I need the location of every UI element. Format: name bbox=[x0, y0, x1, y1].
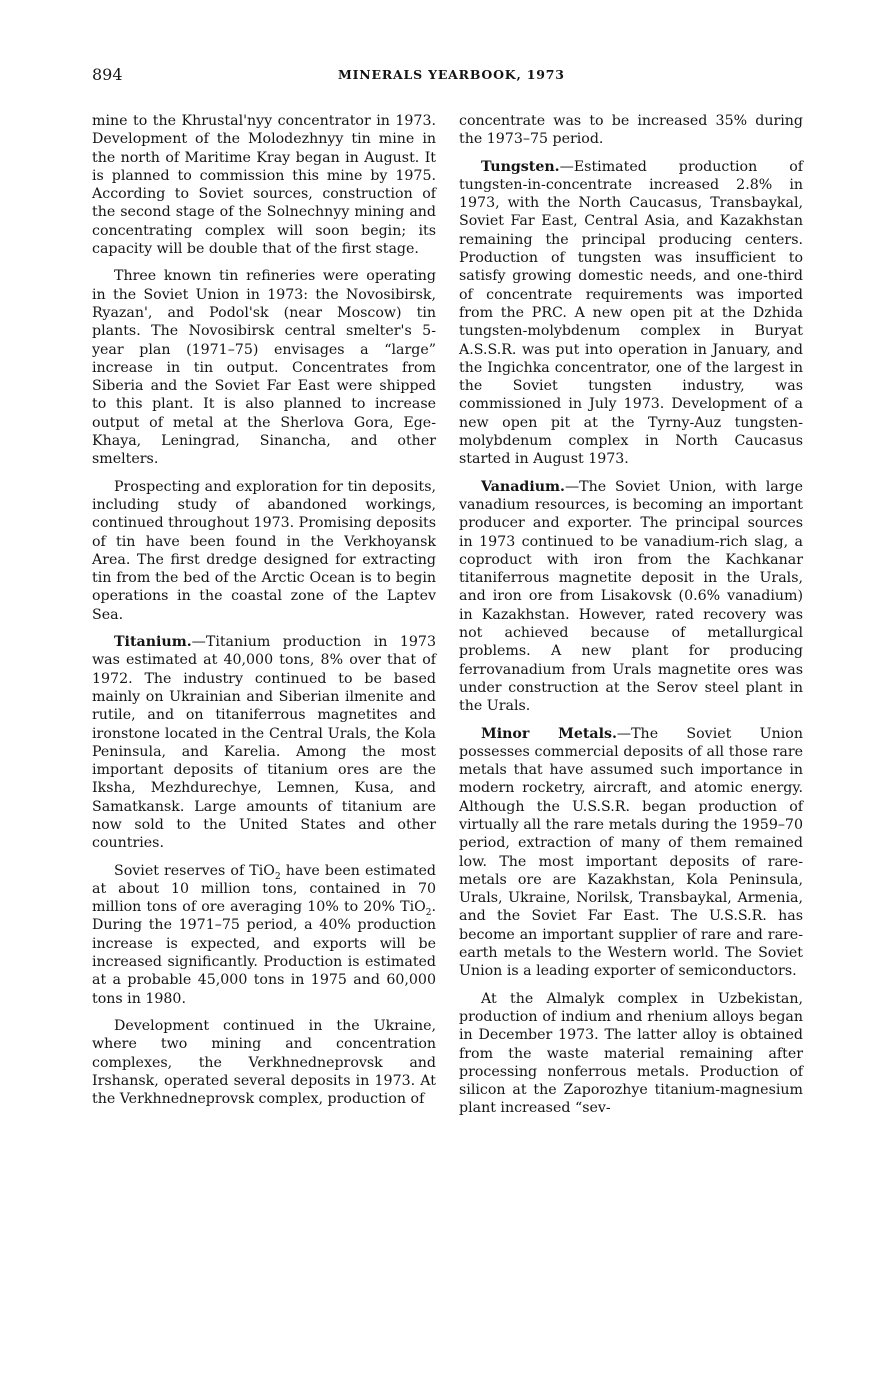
paragraph-khrustalnyy: mine to the Khrustal'nyy concentrator in 1973. Development of the Molodezhnyy tin mine in the north of Maritime Kray began in August. It is planned to commission this mine by 1975. According to Soviet sources, construction of the second stage of the Solnechnyy mining and concentrating complex will soon begin; its capacity will be double that of the first stage. bbox=[92, 113, 436, 258]
page-number: 894 bbox=[92, 65, 123, 84]
titanium-heading: Titanium. bbox=[114, 634, 192, 651]
tungsten-heading: Tungsten. bbox=[481, 158, 560, 175]
paragraph-ukraine-development: Development continued in the Ukraine, where two mining and concentration complexes, the Verkhnedneprovsk and Irshansk, operated several deposits in 1973. At the Verkhnedneprovsk complex, production of bbox=[92, 1017, 436, 1108]
paragraph-concentrate: concentrate was to be increased 35% during the 1973–75 period. bbox=[459, 113, 803, 148]
tio2-subscript-a: 2 bbox=[274, 871, 281, 882]
vanadium-heading: Vanadium. bbox=[481, 478, 565, 495]
paragraph-titanium bbox=[92, 633, 436, 853]
paragraph-minor-metals bbox=[459, 725, 803, 981]
tio2-text-a: Soviet reserves of TiO bbox=[114, 862, 275, 879]
tio2-text-b: have been estimated at about 10 million tons, contained in 70 million tons of ore averaging 10% to 20% TiO bbox=[92, 862, 436, 916]
minor-metals-heading: Minor Metals. bbox=[481, 725, 617, 742]
paragraph-tio2-reserves bbox=[92, 862, 436, 1008]
running-title: MINERALS YEARBOOK, 1973 bbox=[338, 67, 565, 82]
paragraph-almalyk: At the Almalyk complex in Uzbekistan, production of indium and rhenium alloys began in December 1973. The latter alloy is obtained from the waste material remaining after processing nonferrous metals. Production of silicon at the Zaporozhye titanium-magnesium plant increased “sev- bbox=[459, 990, 803, 1117]
tio2-text-c: . During the 1971–75 period, a 40% production increase is expected, and exports will be increased significantly. Production is estimated at a probable 45,000 tons in 1975 and 60,000 tons in 1980. bbox=[92, 899, 436, 1007]
titanium-text: —Titanium production in 1973 was estimated at 40,000 tons, 8% over that of 1972. The industry continued to be based mainly on Ukrainian and Siberian ilmenite and rutile, and on titaniferrous magnetites and ironstone located in the Central Urals, the Kola Peninsula, and Karelia. Among the most important deposits of titanium ores are the Iksha, Mezhdurechye, Lemnen, Kusa, and Samatkansk. Large amounts of titanium are now sold to the United States and other countries. bbox=[92, 634, 436, 852]
paragraph-tungsten bbox=[459, 158, 803, 469]
minor-metals-text: —The Soviet Union possesses commercial deposits of all those rare metals that have assumed such importance in modern rocketry, aircraft, and atomic energy. Although the U.S.S.R. began production of virtually all the rare metals during the 1959–70 period, extraction of many of them remained low. The most important deposits of rare-metals ore are Kazakhstan, Kola Peninsula, Urals, Ukraine, Norilsk, Transbaykal, Armenia, and the Soviet Far East. The U.S.S.R. has become an important supplier of rare and rare-earth metals to the Western world. The Soviet Union is a leading exporter of semiconductors. bbox=[459, 725, 803, 980]
paragraph-tin-prospecting: Prospecting and exploration for tin deposits, including study of abandoned workings, continued throughout 1973. Promising deposits of tin have been found in the Verkhoyansk Area. The first dredge designed for extracting tin from the bed of the Arctic Ocean is to begin operations in the coastal zone of the Laptev Sea. bbox=[92, 478, 436, 623]
left-column bbox=[92, 112, 436, 1117]
tio2-subscript-b: 2 bbox=[425, 908, 432, 918]
page-header bbox=[92, 64, 786, 86]
right-column bbox=[459, 112, 803, 1127]
paragraph-vanadium bbox=[459, 478, 803, 716]
paragraph-tin-refineries: Three known tin refineries were operating in the Soviet Union in 1973: the Novosibirsk, Ryazan', and Podol'sk (near Moscow) tin plants. The Novosibirsk central smelter's 5-year plan (1971–75) envisages a “large” increase in tin output. Concentrates from Siberia and the Soviet Far East were shipped to this plant. It is also planned to increase output of metal at the Sherlova Gora, Ege-Khaya, Leningrad, Sinancha, and other smelters. bbox=[92, 268, 436, 468]
tungsten-text: —Estimated production of tungsten-in-concentrate increased 2.8% in 1973, with the North Caucasus, Transbaykal, Soviet Far East, Central Asia, and Kazakhstan remaining the principal producing centers. Production of tungsten was insufficient to satisfy growing domestic needs, and one-third of concentrate requirements was imported from the PRC. A new open pit at the Dzhida tungsten-molybdenum complex in Buryat A.S.S.R. was put into operation in January, and the Ingichka concentrator, one of the largest in the Soviet tungsten industry, was commissioned in July 1973. Development of a new open pit at the Tyrny-Auz tungsten-molybdenum complex in North Caucasus started in August 1973. bbox=[459, 158, 803, 468]
vanadium-text: —The Soviet Union, with large vanadium resources, is becoming an important producer and exporter. The principal sources in 1973 continued to be vanadium-rich slag, a coproduct with iron from the Kachkanar titaniferrous magnetite deposit in the Urals, and iron ore from Lisakovsk (0.6% vanadium) in Kazakhstan. However, rated recovery was not achieved because of metallurgical problems. A new plant for producing ferrovanadium from Urals magnetite ores was under construction at the Serov steel plant in the Urals. bbox=[459, 478, 803, 715]
